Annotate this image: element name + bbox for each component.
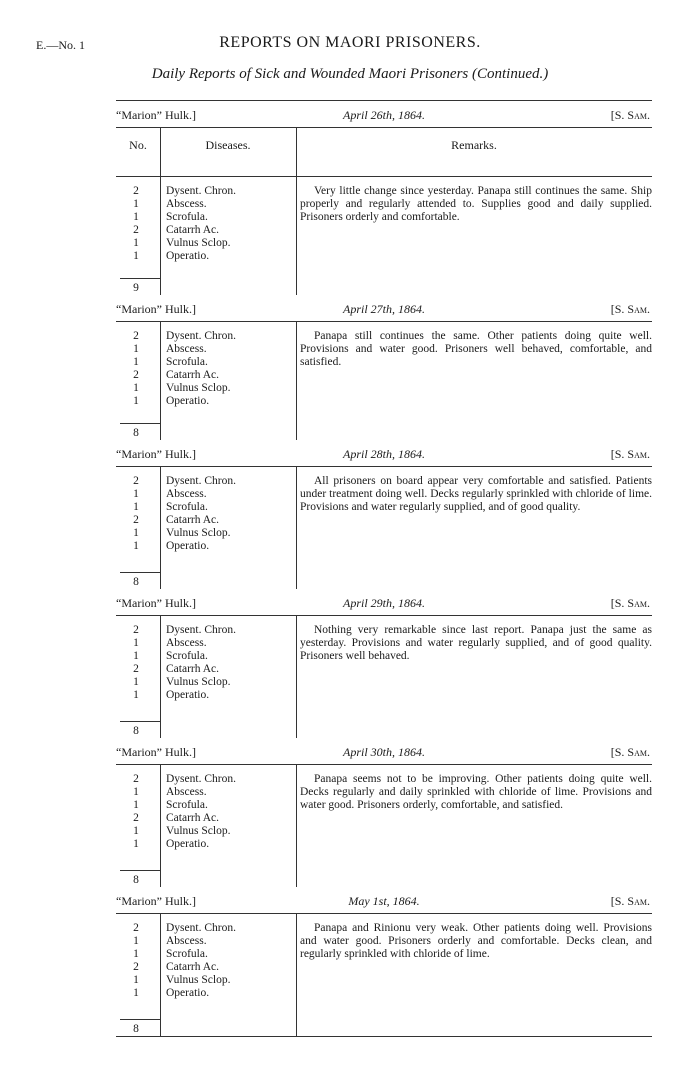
disease-name: Dysent. Chron. [166, 922, 236, 934]
patient-count: 1 [133, 689, 139, 701]
patient-count: 1 [133, 974, 139, 986]
diseases-list [166, 922, 294, 1000]
officer-name: Sam. [627, 894, 650, 908]
patient-count: 2 [133, 773, 139, 785]
report-header [116, 295, 652, 321]
patient-count: 1 [133, 540, 139, 552]
report-header [116, 440, 652, 466]
patient-count: 2 [133, 961, 139, 973]
disease-name: Operatio. [166, 250, 210, 262]
disease-name: Vulnus Sclop. [166, 825, 231, 837]
diseases-list [166, 330, 294, 408]
officer-name: Sam. [627, 596, 650, 610]
disease-name: Scrofula. [166, 356, 208, 368]
report-header [116, 887, 652, 913]
disease-name: Operatio. [166, 540, 210, 552]
patient-count: 2 [133, 663, 139, 675]
page-subtitle: Daily Reports of Sick and Wounded Maori Prisoners (Continued.) [151, 66, 549, 82]
total-rule [120, 423, 160, 424]
patient-total: 8 [133, 427, 139, 439]
total-rule [120, 572, 160, 573]
patient-count: 2 [133, 624, 139, 636]
patient-count: 1 [133, 250, 139, 262]
page-title: REPORTS ON MAORI PRISONERS. [219, 34, 481, 51]
report-entry [116, 616, 652, 738]
total-rule [120, 721, 160, 722]
disease-name: Abscess. [166, 198, 207, 210]
report-date: April 30th, 1864. [342, 745, 425, 759]
vessel-name: “Marion” Hulk.] [116, 596, 196, 610]
patient-count: 1 [133, 637, 139, 649]
column-divider [160, 616, 161, 738]
diseases-list [166, 624, 294, 702]
report-remarks: Very little change since yesterday. Panapa still continues the same. Ship properly and regularly attended to. Supplies good and daily supplied. Prisoners orderly and comfortable. [300, 185, 652, 223]
disease-name: Abscess. [166, 935, 207, 947]
officer-name: Sam. [627, 108, 650, 122]
patient-count: 1 [133, 527, 139, 539]
column-header-diseases: Diseases. [205, 138, 251, 152]
officer-signature [611, 108, 650, 123]
report-header [116, 738, 652, 764]
column-divider [160, 128, 161, 176]
disease-name: Abscess. [166, 488, 207, 500]
report-entry [116, 765, 652, 887]
patient-count: 1 [133, 948, 139, 960]
report-remarks: Panapa still continues the same. Other patients doing quite well. Provisions and water good. Prisoners well behaved, comfortable, and satisfied. [300, 330, 652, 368]
disease-name: Vulnus Sclop. [166, 237, 231, 249]
officer-prefix: [S. [610, 894, 625, 908]
disease-name: Vulnus Sclop. [166, 527, 231, 539]
column-headers [116, 127, 652, 177]
patient-count: 2 [133, 812, 139, 824]
report-remarks: Panapa seems not to be improving. Other patients doing quite well. Decks regularly and daily sprinkled with chloride of lime. Provisions and water good. Prisoners orderly, comfortable, and satisfied. [300, 773, 652, 811]
officer-prefix: [S. [610, 302, 625, 316]
disease-name: Scrofula. [166, 650, 208, 662]
patient-counts [116, 330, 156, 408]
patient-count: 1 [133, 650, 139, 662]
patient-count: 1 [133, 343, 139, 355]
report-date: May 1st, 1864. [348, 894, 420, 908]
patient-count: 1 [133, 382, 139, 394]
officer-signature [611, 447, 650, 462]
patient-count: 1 [133, 356, 139, 368]
patient-count: 1 [133, 395, 139, 407]
column-divider [160, 765, 161, 887]
disease-name: Scrofula. [166, 799, 208, 811]
disease-name: Dysent. Chron. [166, 475, 236, 487]
column-divider [296, 467, 297, 589]
vessel-name: “Marion” Hulk.] [116, 745, 196, 759]
disease-name: Scrofula. [166, 211, 208, 223]
patient-total: 8 [133, 1023, 139, 1035]
officer-prefix: [S. [610, 447, 625, 461]
officer-signature [611, 745, 650, 760]
disease-name: Dysent. Chron. [166, 330, 236, 342]
page-reference: E.—No. 1 [36, 38, 85, 52]
column-header-remarks: Remarks. [451, 138, 497, 152]
column-divider [296, 914, 297, 1036]
total-rule [120, 1019, 160, 1020]
vessel-name: “Marion” Hulk.] [116, 302, 196, 316]
table-bottom-rule [116, 1036, 652, 1037]
officer-signature [611, 894, 650, 909]
column-divider [296, 616, 297, 738]
officer-prefix: [S. [610, 108, 625, 122]
patient-total: 9 [133, 282, 139, 294]
report-entry [116, 914, 652, 1036]
officer-signature [611, 302, 650, 317]
patient-count: 2 [133, 922, 139, 934]
patient-total: 8 [133, 874, 139, 886]
disease-name: Dysent. Chron. [166, 624, 236, 636]
report-remarks: Panapa and Rinionu very weak. Other patients doing well. Provisions and water good. Prisoners orderly and comfortable. Decks clean, and regularly sprinkled with chloride of lime. [300, 922, 652, 960]
patient-count: 1 [133, 838, 139, 850]
disease-name: Dysent. Chron. [166, 185, 236, 197]
patient-count: 1 [133, 786, 139, 798]
report-entry [116, 322, 652, 440]
column-header-no: No. [129, 138, 147, 152]
disease-name: Vulnus Sclop. [166, 676, 231, 688]
patient-count: 2 [133, 475, 139, 487]
disease-name: Catarrh Ac. [166, 812, 220, 824]
patient-count: 2 [133, 514, 139, 526]
report-date: April 28th, 1864. [342, 447, 425, 461]
disease-name: Catarrh Ac. [166, 961, 220, 973]
officer-name: Sam. [627, 302, 650, 316]
patient-count: 1 [133, 198, 139, 210]
officer-signature [611, 596, 650, 611]
patient-count: 2 [133, 185, 139, 197]
disease-name: Abscess. [166, 637, 207, 649]
patient-count: 2 [133, 330, 139, 342]
disease-name: Scrofula. [166, 501, 208, 513]
disease-name: Abscess. [166, 343, 207, 355]
disease-name: Operatio. [166, 689, 210, 701]
disease-name: Operatio. [166, 987, 210, 999]
patient-count: 2 [133, 369, 139, 381]
patient-count: 1 [133, 935, 139, 947]
patient-count: 1 [133, 211, 139, 223]
disease-name: Vulnus Sclop. [166, 382, 231, 394]
diseases-list [166, 475, 294, 553]
disease-name: Abscess. [166, 786, 207, 798]
total-rule [120, 278, 160, 279]
patient-counts [116, 475, 156, 553]
report-date: April 26th, 1864. [342, 108, 425, 122]
patient-total: 8 [133, 576, 139, 588]
patient-count: 1 [133, 987, 139, 999]
patient-count: 1 [133, 237, 139, 249]
report-remarks: Nothing very remarkable since last report. Panapa just the same as yesterday. Provisions and water regularly supplied, and of good quality. Prisoners well behaved. [300, 624, 652, 662]
patient-counts [116, 185, 156, 263]
disease-name: Operatio. [166, 838, 210, 850]
patient-count: 2 [133, 224, 139, 236]
column-divider [160, 914, 161, 1036]
report-header [116, 101, 652, 127]
disease-name: Catarrh Ac. [166, 369, 220, 381]
disease-name: Dysent. Chron. [166, 773, 236, 785]
report-entry [116, 177, 652, 295]
patient-counts [116, 773, 156, 851]
disease-name: Vulnus Sclop. [166, 974, 231, 986]
patient-counts [116, 922, 156, 1000]
report-entry [116, 467, 652, 589]
column-divider [160, 467, 161, 589]
disease-name: Catarrh Ac. [166, 663, 220, 675]
vessel-name: “Marion” Hulk.] [116, 894, 196, 908]
patient-count: 1 [133, 488, 139, 500]
reports-table [116, 100, 652, 1037]
total-rule [120, 870, 160, 871]
report-date: April 27th, 1864. [342, 302, 425, 316]
report-date: April 29th, 1864. [342, 596, 425, 610]
vessel-name: “Marion” Hulk.] [116, 108, 196, 122]
disease-name: Scrofula. [166, 948, 208, 960]
patient-counts [116, 624, 156, 702]
column-divider [296, 177, 297, 295]
diseases-list [166, 185, 294, 263]
disease-name: Operatio. [166, 395, 210, 407]
report-remarks: All prisoners on board appear very comfortable and satisfied. Patients under treatment doing well. Decks regularly sprinkled with chloride of lime. Provisions and water regularly supplied, and of good quality. [300, 475, 652, 513]
patient-total: 8 [133, 725, 139, 737]
patient-count: 1 [133, 676, 139, 688]
diseases-list [166, 773, 294, 851]
column-divider [296, 128, 297, 176]
officer-name: Sam. [627, 745, 650, 759]
officer-prefix: [S. [610, 596, 625, 610]
patient-count: 1 [133, 799, 139, 811]
officer-prefix: [S. [610, 745, 625, 759]
column-divider [160, 322, 161, 440]
officer-name: Sam. [627, 447, 650, 461]
column-divider [160, 177, 161, 295]
disease-name: Catarrh Ac. [166, 224, 220, 236]
vessel-name: “Marion” Hulk.] [116, 447, 196, 461]
report-header [116, 589, 652, 615]
column-divider [296, 322, 297, 440]
patient-count: 1 [133, 501, 139, 513]
column-divider [296, 765, 297, 887]
patient-count: 1 [133, 825, 139, 837]
disease-name: Catarrh Ac. [166, 514, 220, 526]
